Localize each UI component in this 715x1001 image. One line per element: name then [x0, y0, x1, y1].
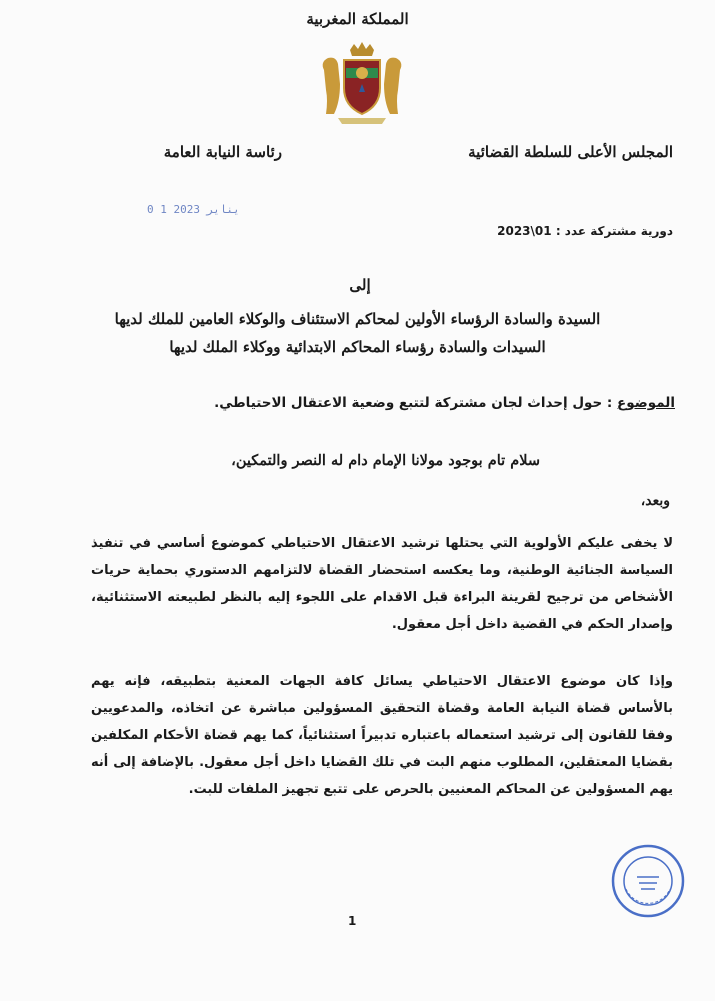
subject-text: : حول إحداث لجان مشتركة لتتبع وضعية الاعتقال الاحتياطي.: [214, 395, 613, 411]
body-paragraph-1: لا يخفى عليكم الأولوية التي يحتلها ترشيد الاعتقال الاحتياطي كموضوع أساسي في تنفيذ السياسة الجنائية الوطنية، وما يعكسه استحضار القضاة لالتزامهم الدستوري بحماية حريات الأشخاص من ترجيح لقرينة البراءة قبل الاقدام على اللجوء إليه بالنظر لطبيعته الاستثنائية، وإصدار الحكم في القضية داخل أجل معقول.: [91, 536, 673, 632]
official-seal: [610, 843, 686, 919]
greeting: سلام تام بوجود مولانا الإمام دام له النصر والتمكين،: [231, 452, 540, 469]
circular-number: 01\2023: [497, 224, 552, 238]
kingdom-title: المملكة المغربية: [306, 10, 409, 28]
subject-line: [214, 395, 675, 411]
presidency-header: رئاسة النيابة العامة: [163, 143, 282, 161]
circular-reference: [497, 224, 673, 238]
circular-label: دورية مشتركة عدد :: [555, 224, 673, 238]
date-stamp: 0 1 يناير 2023: [147, 203, 240, 216]
addressee-line-2: السيدات والسادة رؤساء المحاكم الابتدائية ووكلاء الملك لديها: [169, 338, 546, 356]
royal-coat-of-arms: [316, 40, 408, 126]
council-header: المجلس الأعلى للسلطة القضائية: [468, 143, 673, 161]
to-label: إلى: [349, 276, 371, 294]
addressee-line-1: السيدة والسادة الرؤساء الأولين لمحاكم الاستئناف والوكلاء العامين للملك لديها: [114, 310, 601, 328]
subject-label: الموضوع: [617, 395, 675, 411]
page-number: 1: [348, 914, 357, 928]
after-greeting: وبعد،: [640, 493, 670, 509]
body-paragraph-2: وإذا كان موضوع الاعتقال الاحتياطي يسائل كافة الجهات المعنية بتطبيقه، فإنه يهم بالأساس قضاة النيابة العامة وقضاة التحقيق المسؤولين مباشرة عن اتخاذه، والمدعويين وفقا للقانون إلى ترشيد استعماله باعتباره تدبيراً استثنائياً، كما يهم قضاة الأحكام المكلفين بقضايا المعتقلين، المطلوب منهم البت في تلك القضايا داخل أجل معقول. بالإضافة إلى أنه يهم المسؤولين عن المحاكم المعنيين بالحرص على تتبع تجهيز الملفات للبت.: [91, 674, 673, 797]
